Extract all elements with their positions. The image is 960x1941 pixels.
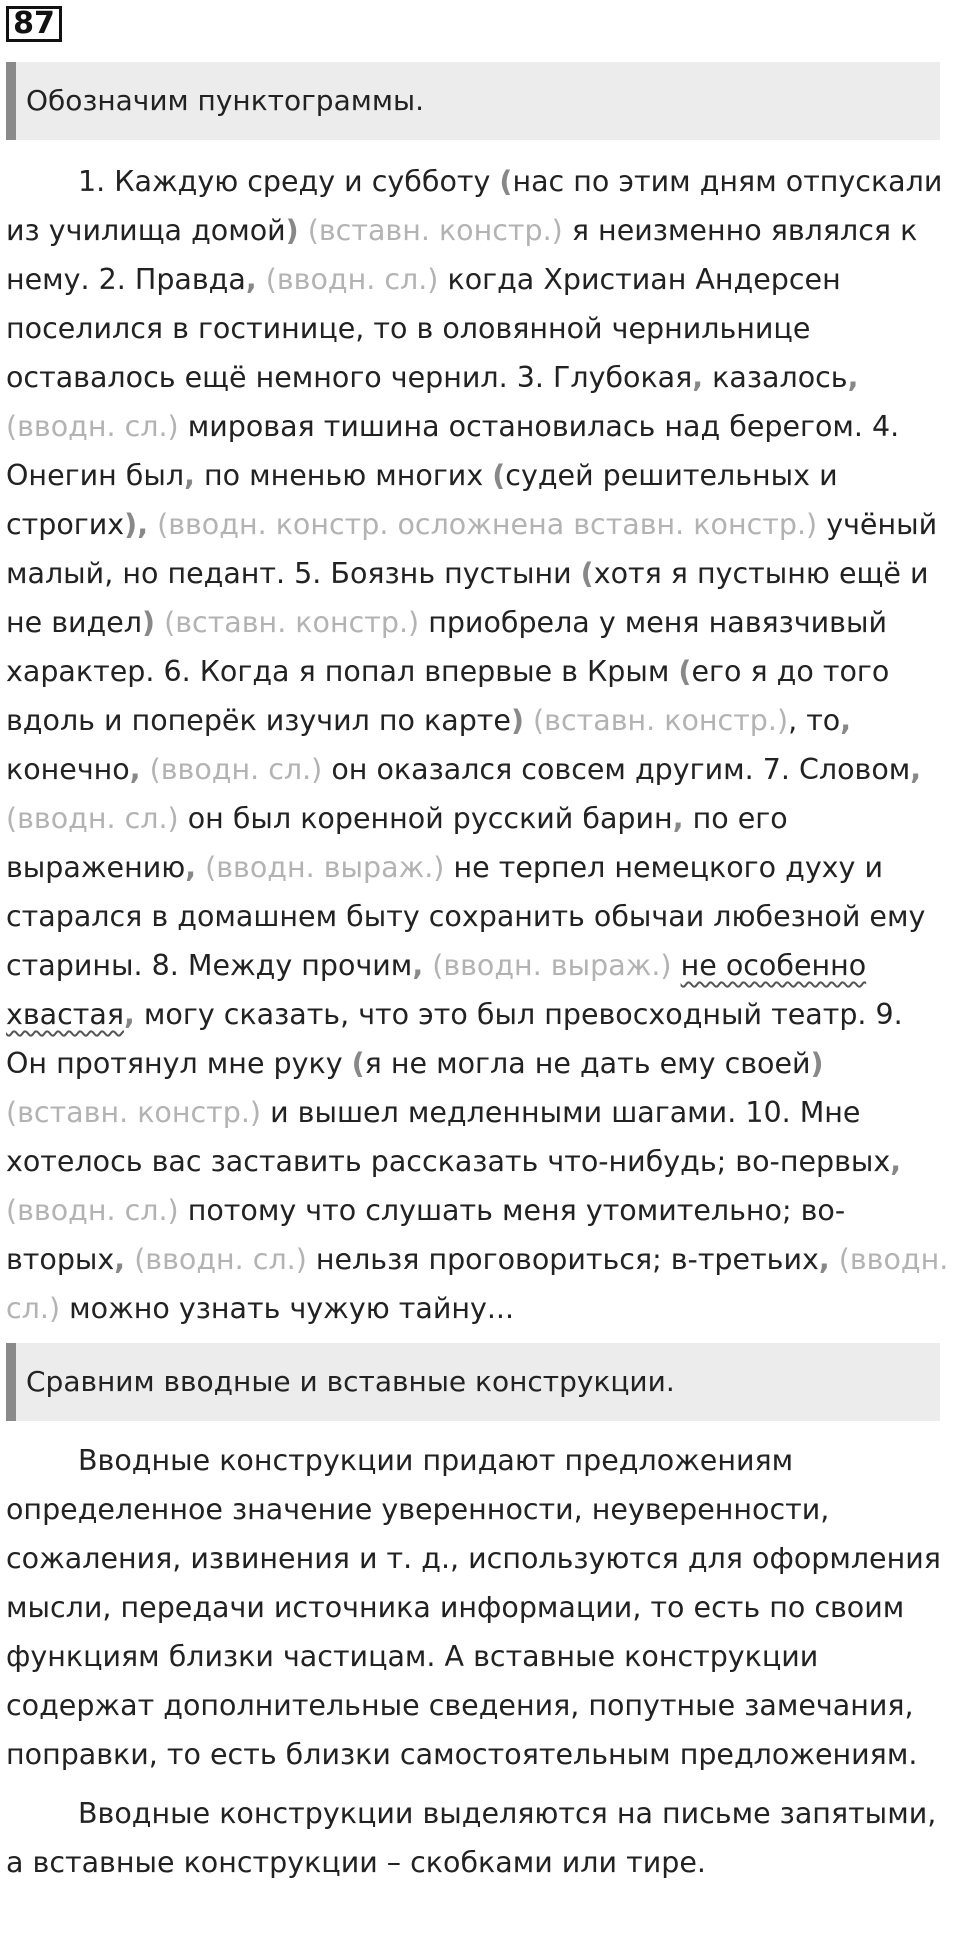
punctuation-mark: ( (678, 655, 692, 688)
text-segment: могу сказать, что это был превосходный театр. 9. Он протянул мне руку (6, 998, 903, 1080)
text-segment (196, 851, 205, 884)
text-segment: я неизменно являлся к нему. 2. Правда (6, 214, 918, 296)
answer-text (6, 157, 952, 1333)
text-segment: судей решительных и строгих (6, 459, 838, 541)
text-segment (672, 949, 681, 982)
text-segment: его я до того вдоль и поперёк изучил по карте (6, 655, 890, 737)
text-segment: потому что слушать меня утомительно; во-вторых (6, 1194, 846, 1276)
punctuation-mark: , (184, 459, 195, 492)
punctuation-mark: , (245, 263, 257, 296)
punctuation-mark: , (890, 1145, 902, 1178)
punctuation-mark: , (840, 704, 852, 737)
section-heading-text: Сравним вводные и вставные конструкции. (26, 1365, 675, 1398)
punctuation-mark: ( (580, 557, 594, 590)
text-segment (257, 263, 266, 296)
punctuation-mark: ) (510, 704, 524, 737)
annotation-label: (вводн. выраж.) (205, 851, 445, 884)
text-segment: и вышел медленными шагами. 10. Мне хотелось вас заставить рассказать что-нибудь; во-первых (6, 1096, 891, 1178)
section-heading-text: Обозначим пунктограммы. (26, 84, 424, 117)
punctuation-mark: , (818, 1243, 830, 1276)
annotation-label: (вставн. констр.) (164, 606, 420, 639)
punctuation-mark: ), (124, 508, 149, 541)
section-heading-compare (6, 1343, 940, 1421)
punctuation-mark: , (124, 998, 135, 1031)
task-number-box: 87 (6, 6, 62, 42)
annotation-label: (вводн. сл.) (6, 1243, 949, 1325)
text-segment: казалось (703, 361, 848, 394)
annotation-label: (вводн. сл.) (6, 410, 179, 443)
underlined-adverbial: не особенно хвастая (6, 949, 867, 1031)
text-segment: 1. Каждую среду и субботу (78, 165, 500, 198)
annotation-label: (вводн. сл.) (265, 263, 439, 296)
text-segment: по его выражению (6, 802, 788, 884)
punctuation-mark: , (114, 1243, 126, 1276)
text-segment: учёный малый, но педант. 5. Боязнь пустыни (6, 508, 938, 590)
punctuation-mark: ( (492, 459, 506, 492)
text-segment: можно узнать чужую тайну... (60, 1292, 515, 1325)
text-segment (830, 1243, 839, 1276)
punctuation-mark: ) (285, 214, 299, 247)
punctuation-mark: , (129, 753, 141, 786)
annotation-label: (вводн. сл.) (6, 1194, 179, 1227)
text-segment: не терпел немецкого духу и старался в домашнем быту сохранить обычаи любезной ему старины. 8. Между прочим (6, 851, 926, 982)
text-segment (141, 753, 150, 786)
punctuation-mark: ) (810, 1047, 824, 1080)
text-segment: я не могла не дать ему своей (364, 1047, 811, 1080)
punctuation-mark: ) (142, 606, 156, 639)
text-segment (299, 214, 308, 247)
punctuation-mark: , (672, 802, 684, 835)
punctuation-mark: ( (499, 165, 513, 198)
punctuation-mark: , (847, 361, 859, 394)
annotation-label: (вводн. выраж.) (432, 949, 672, 982)
annotation-label: (вставн. констр.) (533, 704, 789, 737)
compare-paragraph-2: Вводные конструкции выделяются на письме запятыми, а вставные конструкции – скобками или тире. (6, 1797, 937, 1879)
text-segment: хотя я пустыню ещё и не видел (6, 557, 929, 639)
answer-paragraph (6, 157, 952, 1333)
text-segment: мировая тишина остановилась над берегом. 4. Онегин был (6, 410, 900, 492)
text-segment: нельзя проговориться; в-третьих (306, 1243, 819, 1276)
text-segment: по мненью многих (194, 459, 493, 492)
section-heading-punctograms (6, 62, 940, 140)
annotation-label: (вводн. сл.) (149, 753, 323, 786)
punctuation-mark: , (185, 851, 197, 884)
punctuation-mark: , (910, 753, 922, 786)
text-segment: конечно (6, 753, 130, 786)
punctuation-mark: , (412, 949, 424, 982)
annotation-label: (вводн. сл.) (6, 802, 179, 835)
text-segment: приобрела у меня навязчивый характер. 6. Когда я попал впервые в Крым (6, 606, 887, 688)
text-segment: он был коренной русский барин (178, 802, 673, 835)
text-segment (423, 949, 432, 982)
text-segment: нас по этим дням отпускали из училища домой (6, 165, 943, 247)
text-segment: , то (788, 704, 841, 737)
compare-text (6, 1436, 952, 1887)
text-segment (155, 606, 164, 639)
text-segment (524, 704, 533, 737)
text-segment: он оказался совсем другим. 7. Словом (322, 753, 911, 786)
annotation-label: (вводн. констр. осложнена вставн. констр.) (157, 508, 818, 541)
text-segment (148, 508, 157, 541)
annotation-label: (вставн. констр.) (307, 214, 563, 247)
punctuation-mark: ( (351, 1047, 365, 1080)
text-segment (125, 1243, 134, 1276)
text-segment: когда Христиан Андерсен поселился в гостинице, то в оловянной чернильнице оставалось ещё немного чернил. 3. Глубокая (6, 263, 841, 394)
compare-paragraph-1: Вводные конструкции придают предложениям определенное значение уверенности, неуверенности, сожаления, извинения и т. д., используются для оформления мысли, передачи источника информации, то есть по своим функциям близки частицам. А вставные конструкции содержат дополнительные сведения, попутные замечания, поправки, то есть близки самостоятельным предложениям. (6, 1444, 941, 1771)
annotation-label: (вставн. констр.) (6, 1096, 262, 1129)
annotation-label: (вводн. сл.) (134, 1243, 307, 1276)
punctuation-mark: , (692, 361, 704, 394)
